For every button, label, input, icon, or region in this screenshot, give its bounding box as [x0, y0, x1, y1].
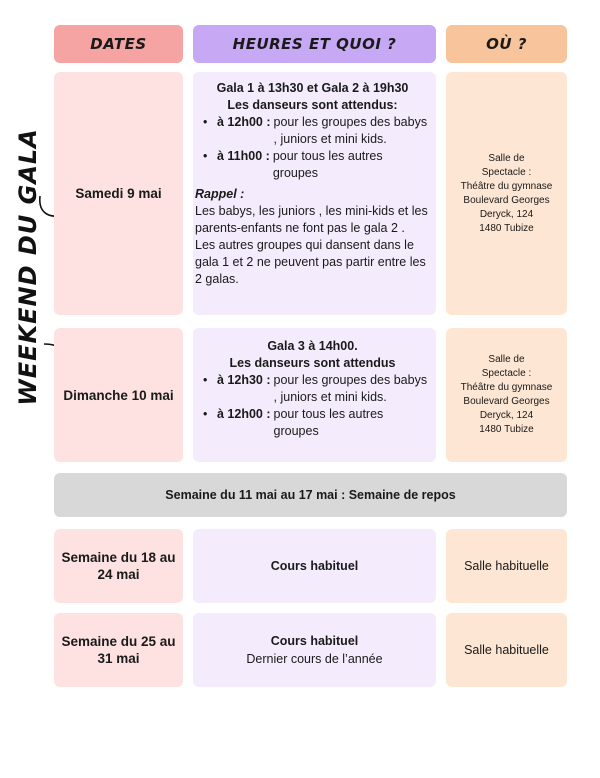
row3-date: Semaine du 18 au 24 mai	[61, 550, 176, 582]
row4-quoi-cell	[193, 613, 436, 687]
row2-bullet-1-text: pour les groupes des babys , juniors et mini kids.	[273, 373, 428, 404]
row1-date-cell	[54, 72, 183, 315]
repos-banner	[54, 473, 567, 517]
row1-lieu-line: Salle de	[488, 152, 525, 164]
row1-lieu-line: Théâtre du gymnase	[460, 180, 553, 192]
row2-lieu-cell	[446, 328, 567, 462]
bullet-dot-icon: •	[203, 115, 208, 129]
row1-attendus: Les danseurs sont attendus:	[227, 98, 398, 112]
row2-bullet-1	[203, 372, 430, 406]
weekend-du-gala-text: WEEKEND DU GALA	[14, 128, 42, 406]
header-ou	[446, 25, 567, 63]
row2-lieu-line: Théâtre du gymnase	[460, 382, 553, 393]
row2-lieu-line: Boulevard Georges	[463, 396, 550, 407]
header-quoi	[193, 25, 436, 63]
row1-rappel-p1: Les babys, les juniors , les mini-kids et les parents-enfants ne font pas le gala 2 .	[195, 204, 428, 235]
row4-date-cell	[54, 613, 183, 687]
row2-bullet-2-text: pour tous les autres groupes	[273, 407, 384, 438]
bullet-dot-icon: •	[203, 373, 208, 387]
repos-text: Semaine du 11 mai au 17 mai : Semaine de repos	[165, 488, 456, 502]
row2-lieu	[461, 353, 553, 437]
row2-lieu-line: Spectacle :	[481, 368, 532, 379]
row2-lieu-line: Deryck, 124	[479, 410, 534, 421]
bullet-dot-icon: •	[203, 407, 208, 421]
row3-date-cell	[54, 529, 183, 603]
header-dates	[54, 25, 183, 63]
row4-date: Semaine du 25 au 31 mai	[61, 634, 176, 666]
row2-bullet-1-time: à 12h30 :	[217, 373, 271, 387]
row2-attendus: Les danseurs sont attendus	[229, 356, 396, 370]
row4-lieu-cell	[446, 613, 567, 687]
row1-lieu-line: Deryck, 124	[479, 208, 534, 220]
row1-quoi-cell	[193, 72, 436, 315]
header-ou-label: OÙ ?	[486, 35, 527, 53]
row3-quoi: Cours habituel	[270, 559, 359, 573]
row2-bullet-2-time: à 12h00 :	[217, 407, 271, 421]
row1-lieu-line: Spectacle :	[481, 166, 532, 178]
row1-bullet-1-time: à 12h00 :	[217, 115, 271, 129]
row1-rappel-title: Rappel :	[195, 187, 245, 201]
row1-rappel-p2: Les autres groupes qui dansent dans le gala 1 et 2 ne peuvent pas partir entre les 2 galas.	[195, 238, 426, 286]
row1-date: Samedi 9 mai	[75, 186, 162, 201]
row1-gala-line: Gala 1 à 13h30 et Gala 2 à 19h30	[216, 81, 409, 95]
row2-lieu-line: Salle de	[488, 354, 525, 365]
row1-lieu	[461, 152, 553, 236]
row1-bullet-2-text: pour tous les autres groupes	[272, 149, 383, 180]
row1-lieu-line: Boulevard Georges	[463, 194, 550, 206]
row4-lieu: Salle habituelle	[464, 643, 549, 657]
row2-bullet-2	[203, 406, 430, 440]
row3-lieu-cell	[446, 529, 567, 603]
row2-lieu-line: 1480 Tubize	[479, 424, 534, 435]
row1-bullet-1-text: pour les groupes des babys , juniors et mini kids.	[273, 115, 428, 146]
row1-bullet-1	[203, 114, 430, 148]
header-dates-label: DATES	[90, 35, 147, 53]
row2-date: Dimanche 10 mai	[63, 387, 174, 403]
row1-lieu-line: 1480 Tubize	[479, 222, 534, 234]
row4-quoi-sub: Dernier cours de l’année	[246, 652, 383, 666]
row1-lieu-cell	[446, 72, 567, 315]
row2-gala-line: Gala 3 à 14h00.	[267, 339, 358, 353]
row2-quoi-cell	[193, 328, 436, 462]
row1-bullet-2-time: à 11h00 :	[217, 149, 270, 163]
header-quoi-label: HEURES ET QUOI ?	[232, 35, 397, 53]
row1-bullet-2	[203, 148, 430, 182]
row3-quoi-cell	[193, 529, 436, 603]
bullet-dot-icon: •	[203, 149, 208, 163]
row4-quoi: Cours habituel	[270, 634, 359, 648]
row2-date-cell	[54, 328, 183, 462]
row3-lieu: Salle habituelle	[464, 559, 549, 573]
